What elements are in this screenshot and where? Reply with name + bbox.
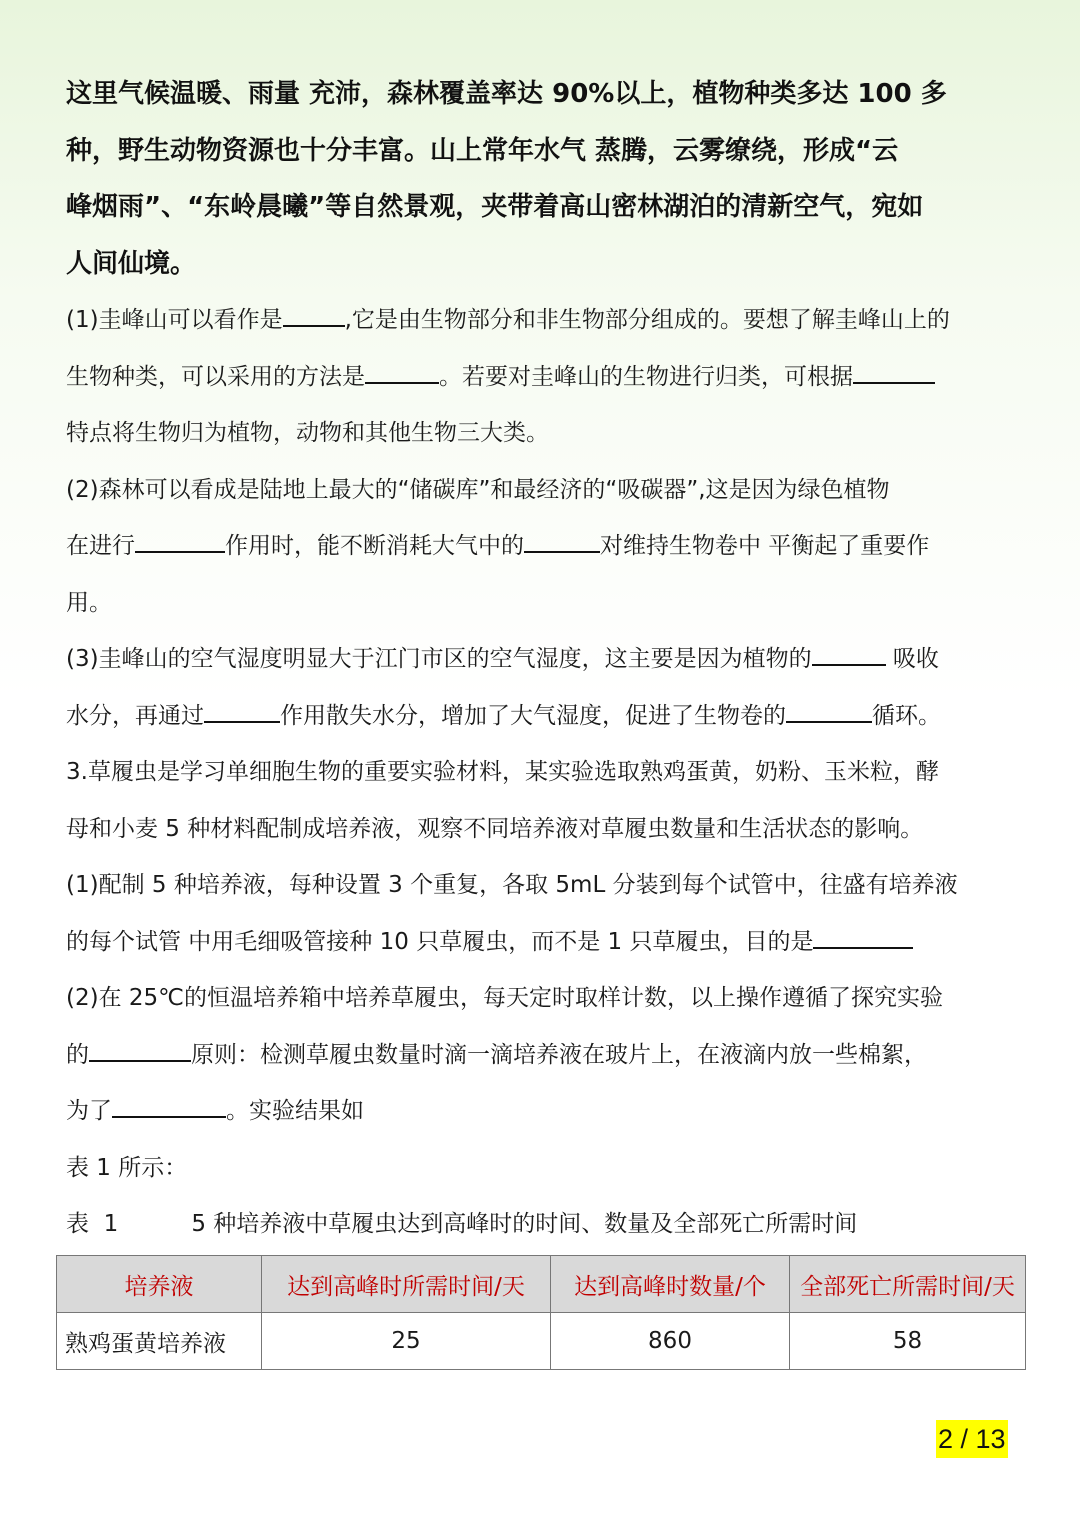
p3-text: 的 xyxy=(66,1041,89,1068)
p3-text: 。实验结果如 xyxy=(226,1098,364,1124)
q1-text: 特点将生物归为植物，动物和其他生物三大类。 xyxy=(66,420,549,446)
q3-text: (3)圭峰山的空气湿度明显大于江门市区的空气湿度，这主要是因为植物的 xyxy=(66,646,812,672)
answer-blank[interactable] xyxy=(365,360,439,384)
p3-text: (1)配制 5 种培养液，每种设置 3 个重复，各取 5mL 分装到每个试管中，往盛有培养液 xyxy=(66,872,958,898)
p3-text: 母和小麦 5 种材料配制成培养液，观察不同培养液对草履虫数量和生活状态的影响。 xyxy=(66,815,924,842)
table-row xyxy=(57,1313,1026,1370)
intro-paragraph xyxy=(66,66,1016,292)
table-cell: 58 xyxy=(790,1313,1026,1370)
q2-text: 作用时，能不断消耗大气中的 xyxy=(225,533,524,559)
column-header: 达到高峰时所需时间/天 xyxy=(262,1256,551,1313)
q3-text: 吸收 xyxy=(885,646,939,672)
table-cell: 860 xyxy=(551,1313,790,1370)
p3-text: 表 1 所示： xyxy=(66,1154,188,1181)
page-number: 2 / 13 xyxy=(936,1420,1008,1458)
answer-blank[interactable] xyxy=(786,699,872,723)
answer-blank[interactable] xyxy=(112,1094,226,1118)
table-cell: 25 xyxy=(262,1313,551,1370)
problem-3 xyxy=(66,744,1016,1196)
answer-blank[interactable] xyxy=(813,925,913,949)
question-3 xyxy=(66,631,1016,744)
q3-text: 循环。 xyxy=(872,702,941,729)
q2-text: (2)森林可以看成是陆地上最大的“储碳库”和最经济的“吸碳器”,这是因为绿色植物 xyxy=(66,476,890,503)
answer-blank[interactable] xyxy=(283,303,345,327)
intro-line: 种，野生动物资源也十分丰富。山上常年水气 蒸腾，云雾缭绕，形成“云 xyxy=(66,135,899,166)
q2-text: 对维持生物卷中 平衡起了重要作 xyxy=(600,533,930,559)
p3-text: 原则：检测草履虫数量时滴一滴培养液在玻片上，在液滴内放一些棉絮， xyxy=(191,1041,927,1068)
answer-blank[interactable] xyxy=(812,642,886,666)
table-cell: 熟鸡蛋黄培养液 xyxy=(57,1313,262,1370)
q1-text: 。若要对圭峰山的生物进行归类，可根据 xyxy=(439,363,853,390)
answer-blank[interactable] xyxy=(853,360,935,384)
q1-text: (1)圭峰山可以看作是 xyxy=(66,307,283,333)
q2-text: 在进行 xyxy=(66,533,135,559)
answer-blank[interactable] xyxy=(204,699,280,723)
table-caption: 表 1 5 种培养液中草履虫达到高峰时的时间、数量及全部死亡所需时间 xyxy=(66,1211,858,1237)
q2-text: 用。 xyxy=(66,589,112,616)
q1-text: 生物种类，可以采用的方法是 xyxy=(66,363,365,390)
column-header: 全部死亡所需时间/天 xyxy=(790,1256,1026,1313)
answer-blank[interactable] xyxy=(135,529,225,553)
table-header-row xyxy=(57,1256,1026,1313)
question-1 xyxy=(66,292,1016,462)
intro-line: 这里气候温暖、雨量 充沛，森林覆盖率达 90%以上，植物种类多达 100 多 xyxy=(66,79,947,109)
p3-text: (2)在 25℃的恒温培养箱中培养草履虫，每天定时取样计数，以上操作遵循了探究实验 xyxy=(66,985,943,1011)
results-table xyxy=(56,1255,1026,1370)
intro-line: 人间仙境。 xyxy=(66,248,197,279)
answer-blank[interactable] xyxy=(89,1038,191,1062)
p3-text: 的每个试管 中用毛细吸管接种 10 只草履虫，而不是 1 只草履虫，目的是 xyxy=(66,928,814,955)
column-header: 培养液 xyxy=(57,1256,262,1313)
question-2 xyxy=(66,462,1016,632)
page-content xyxy=(66,66,1016,1253)
p3-text: 3.草履虫是学习单细胞生物的重要实验材料，某实验选取熟鸡蛋黄，奶粉、玉米粒，酵 xyxy=(66,759,939,785)
answer-blank[interactable] xyxy=(524,529,600,553)
q3-text: 水分，再通过 xyxy=(66,702,204,729)
p3-text: 为了 xyxy=(66,1098,112,1124)
intro-line: 峰烟雨”、“东岭晨曦”等自然景观，夹带着高山密林湖泊的清新空气，宛如 xyxy=(66,192,924,222)
q3-text: 作用散失水分，增加了大气湿度，促进了生物卷的 xyxy=(280,702,786,729)
q1-text: ,它是由生物部分和非生物部分组成的。要想了解圭峰山上的 xyxy=(344,307,950,333)
column-header: 达到高峰时数量/个 xyxy=(551,1256,790,1313)
